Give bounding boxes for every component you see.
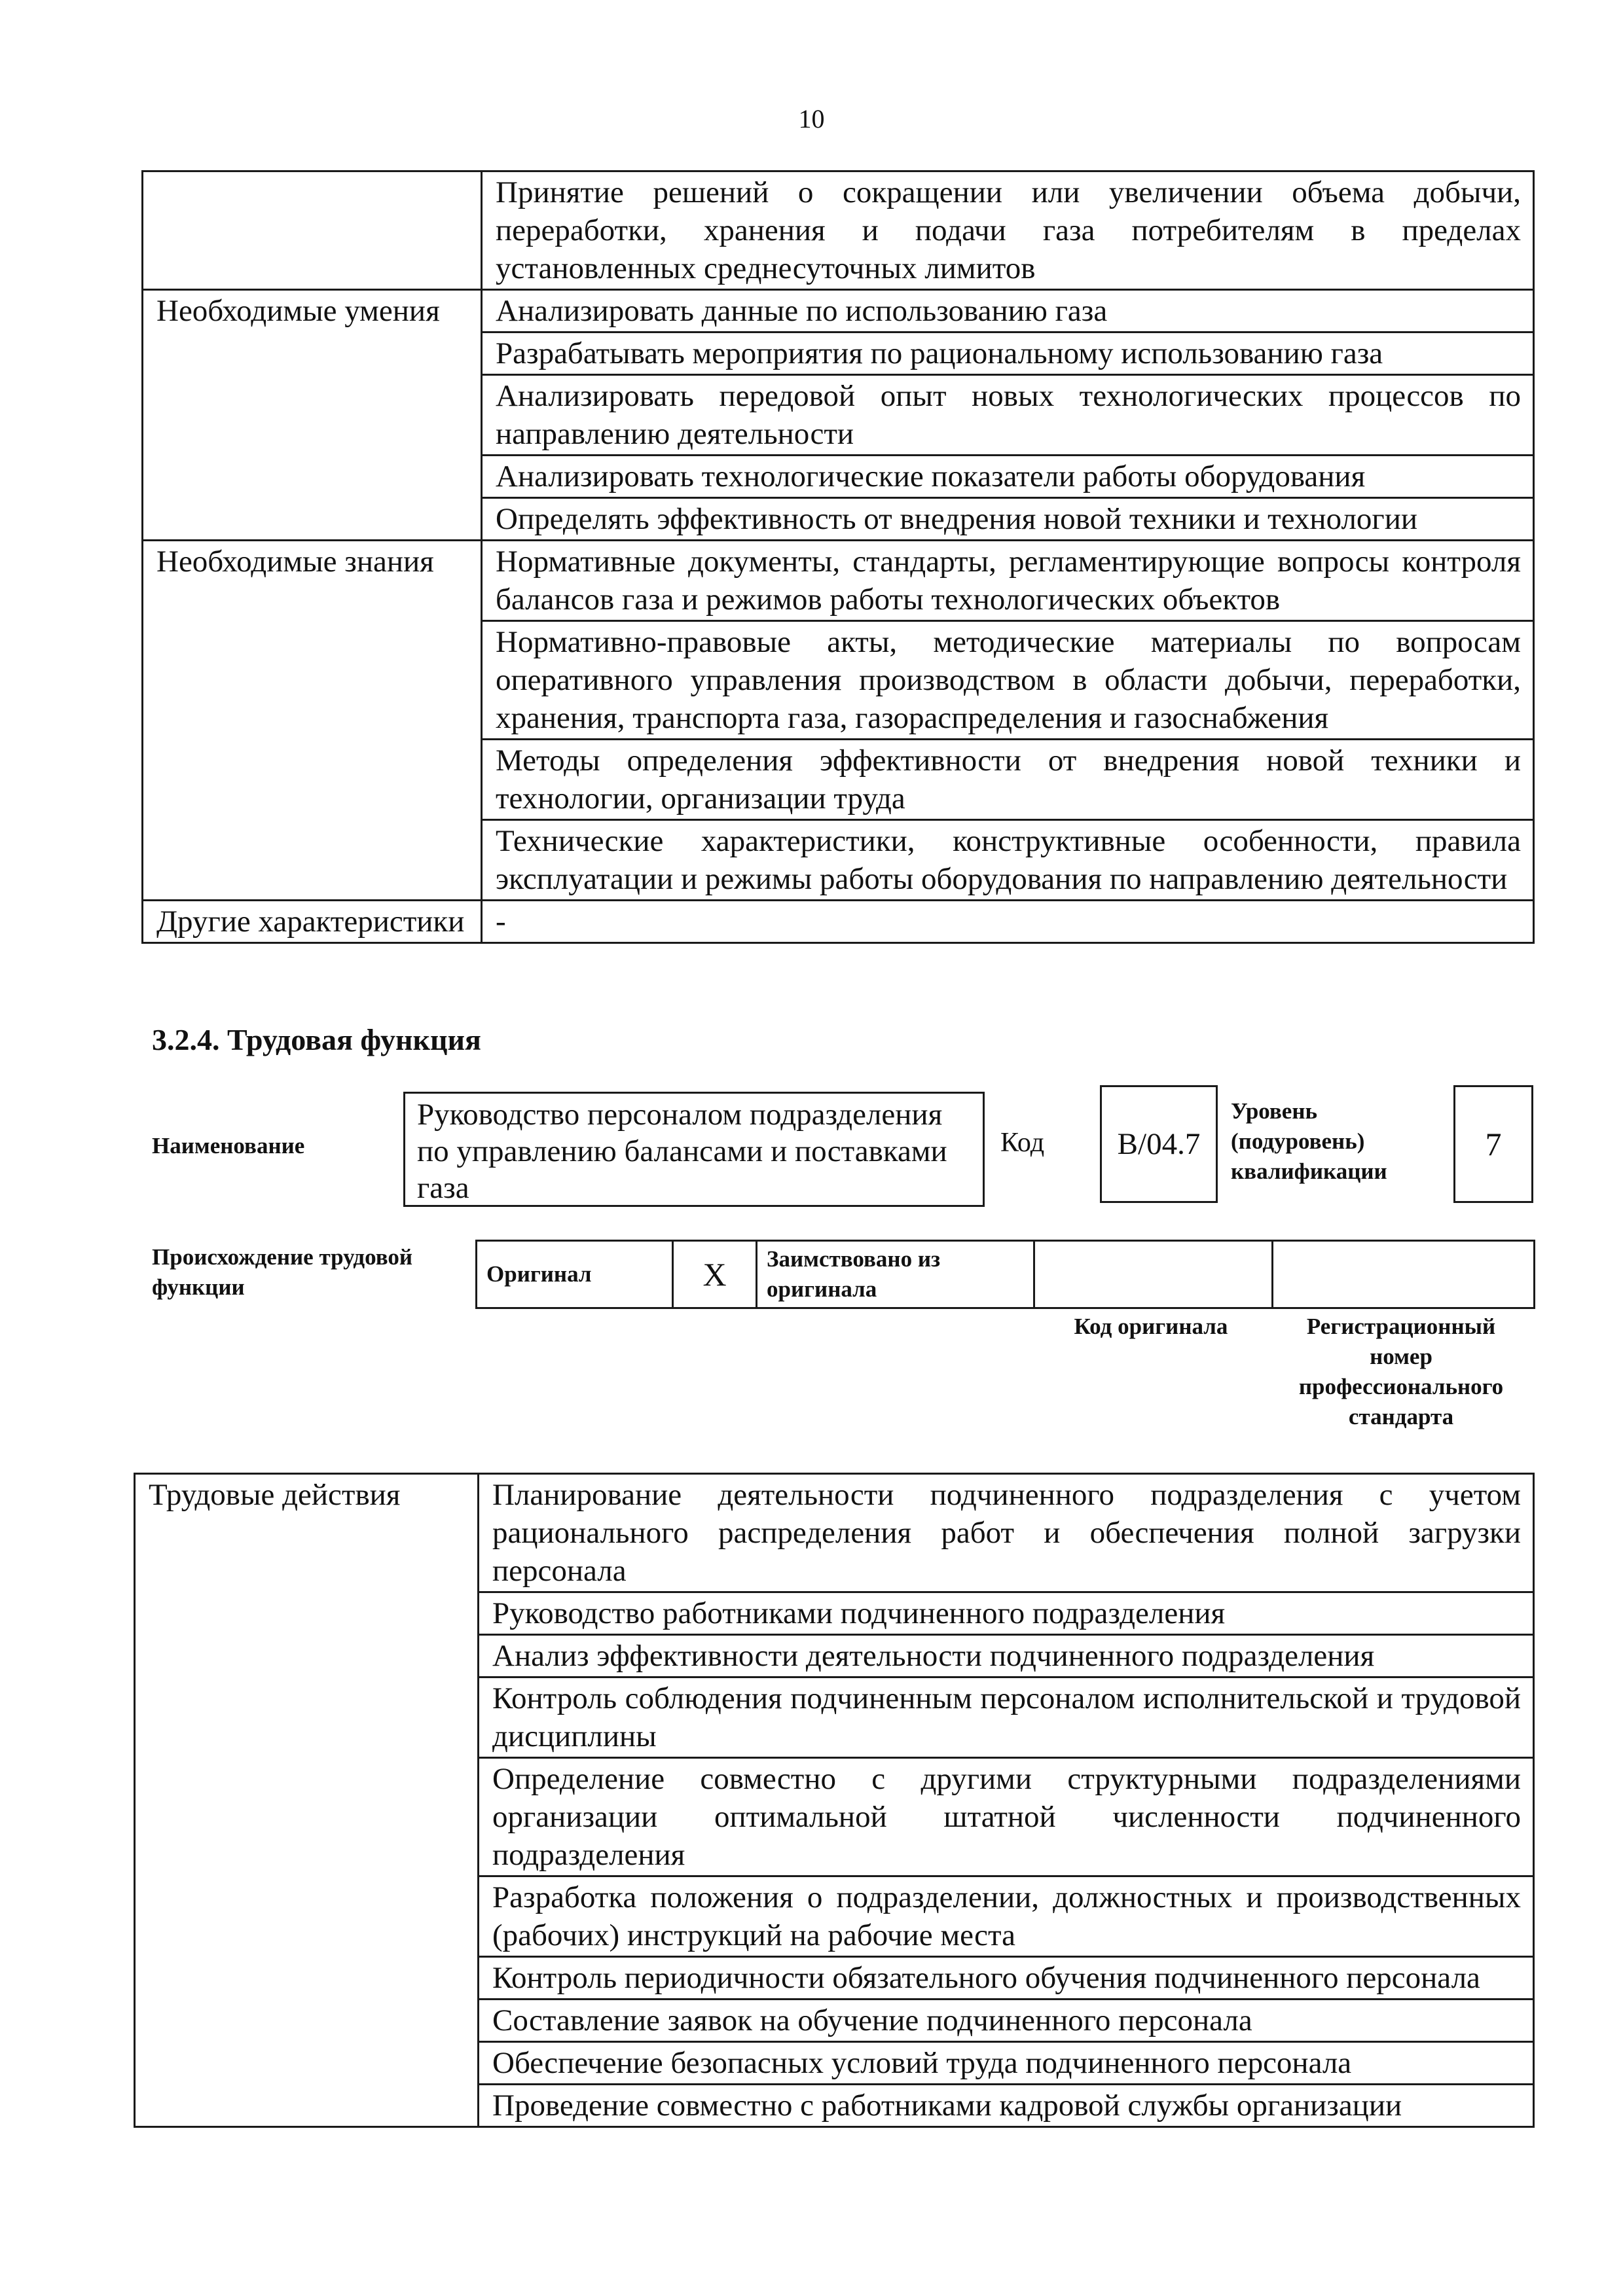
table-cell: Руководство работниками подчиненного подразделения: [479, 1592, 1534, 1635]
table-cell: Обеспечение безопасных условий труда подчиненного персонала: [479, 2042, 1534, 2085]
borrowed-label-line: Заимствовано из: [767, 1246, 941, 1272]
registration-number-note: [1270, 1312, 1532, 1432]
skills-knowledge-table: [141, 170, 1535, 944]
row-label-knowledge: Необходимые знания: [143, 541, 482, 901]
origin-table: [475, 1240, 1535, 1309]
row-label-other: Другие характеристики: [143, 901, 482, 943]
code-label: Код: [1000, 1128, 1045, 1158]
row-label-actions: Трудовые действия: [135, 1474, 479, 2127]
table-cell: Принятие решений о сокращении или увеличении объема добычи, переработки, хранения и подачи газа потребителям в пределах установленных среднесуточных лимитов: [482, 171, 1534, 290]
table-row: [143, 901, 1534, 943]
table-row: [143, 171, 1534, 290]
level-label-line: Уровень: [1231, 1098, 1318, 1124]
table-cell: Анализ эффективности деятельности подчиненного подразделения: [479, 1635, 1534, 1677]
table-row: [143, 541, 1534, 621]
page-number: 10: [798, 104, 825, 134]
original-mark: X: [673, 1241, 757, 1308]
level-label-line: квалификации: [1231, 1158, 1387, 1184]
origin-label-line: Происхождение трудовой: [152, 1244, 413, 1270]
table-cell: Разрабатывать мероприятия по рациональному использованию газа: [482, 332, 1534, 375]
code-value-box: B/04.7: [1100, 1085, 1218, 1203]
table-cell: Определение совместно с другими структурными подразделениями организации оптимальной штатной численности подчиненного подразделения: [479, 1758, 1534, 1876]
table-cell: Нормативно-правовые акты, методические материалы по вопросам оперативного управления производством в области добычи, переработки, хранения, транспорта газа, газораспределения и газоснабжения: [482, 621, 1534, 740]
table-cell: Определять эффективность от внедрения новой техники и технологии: [482, 498, 1534, 541]
table-cell: Анализировать технологические показатели работы оборудования: [482, 456, 1534, 498]
table-cell: Составление заявок на обучение подчиненного персонала: [479, 2000, 1534, 2042]
row-label-skills: Необходимые умения: [143, 290, 482, 541]
table-cell: -: [482, 901, 1534, 943]
table-row: [143, 290, 1534, 332]
section-title: 3.2.4. Трудовая функция: [152, 1023, 481, 1056]
table-cell: Анализировать передовой опыт новых технологических процессов по направлению деятельности: [482, 375, 1534, 456]
note-line: номер: [1370, 1344, 1432, 1369]
table-row: [477, 1241, 1535, 1308]
original-label: Оригинал: [477, 1241, 673, 1308]
table-cell: Проведение совместно с работниками кадровой службы организации: [479, 2085, 1534, 2127]
table-cell: Контроль соблюдения подчиненным персоналом исполнительской и трудовой дисциплины: [479, 1677, 1534, 1758]
note-line: Регистрационный: [1306, 1314, 1496, 1339]
level-label-line: (подуровень): [1231, 1128, 1365, 1154]
code-original-note: Код оригинала: [1074, 1314, 1228, 1339]
original-code-cell: [1034, 1241, 1273, 1308]
borrowed-label: [757, 1241, 1034, 1308]
row-label: [143, 171, 482, 290]
origin-label: [152, 1242, 412, 1302]
level-label: [1231, 1096, 1387, 1187]
table-cell: Планирование деятельности подчиненного подразделения с учетом рационального распределения работ и обеспечения полной загрузки персонала: [479, 1474, 1534, 1592]
table-cell: Контроль периодичности обязательного обучения подчиненного персонала: [479, 1957, 1534, 2000]
note-line: профессионального: [1298, 1374, 1504, 1399]
level-value-box: 7: [1453, 1085, 1533, 1203]
note-line: стандарта: [1348, 1404, 1454, 1429]
table-cell: Технические характеристики, конструктивные особенности, правила эксплуатации и режимы работы оборудования по направлению деятельности: [482, 820, 1534, 901]
borrowed-label-line: оригинала: [767, 1276, 877, 1302]
function-name-box: Руководство персоналом подразделения по управлению балансами и поставками газа: [403, 1092, 985, 1207]
table-cell: Нормативные документы, стандарты, регламентирующие вопросы контроля балансов газа и режимов работы технологических объектов: [482, 541, 1534, 621]
table-cell: Анализировать данные по использованию газа: [482, 290, 1534, 332]
name-label: Наименование: [152, 1133, 305, 1158]
labor-actions-table: [134, 1473, 1535, 2128]
table-cell: Методы определения эффективности от внедрения новой техники и технологии, организации труда: [482, 740, 1534, 820]
registration-number-cell: [1273, 1241, 1535, 1308]
table-row: [135, 1474, 1534, 1592]
table-cell: Разработка положения о подразделении, должностных и производственных (рабочих) инструкций на рабочие места: [479, 1876, 1534, 1957]
origin-label-line: функции: [152, 1274, 245, 1300]
